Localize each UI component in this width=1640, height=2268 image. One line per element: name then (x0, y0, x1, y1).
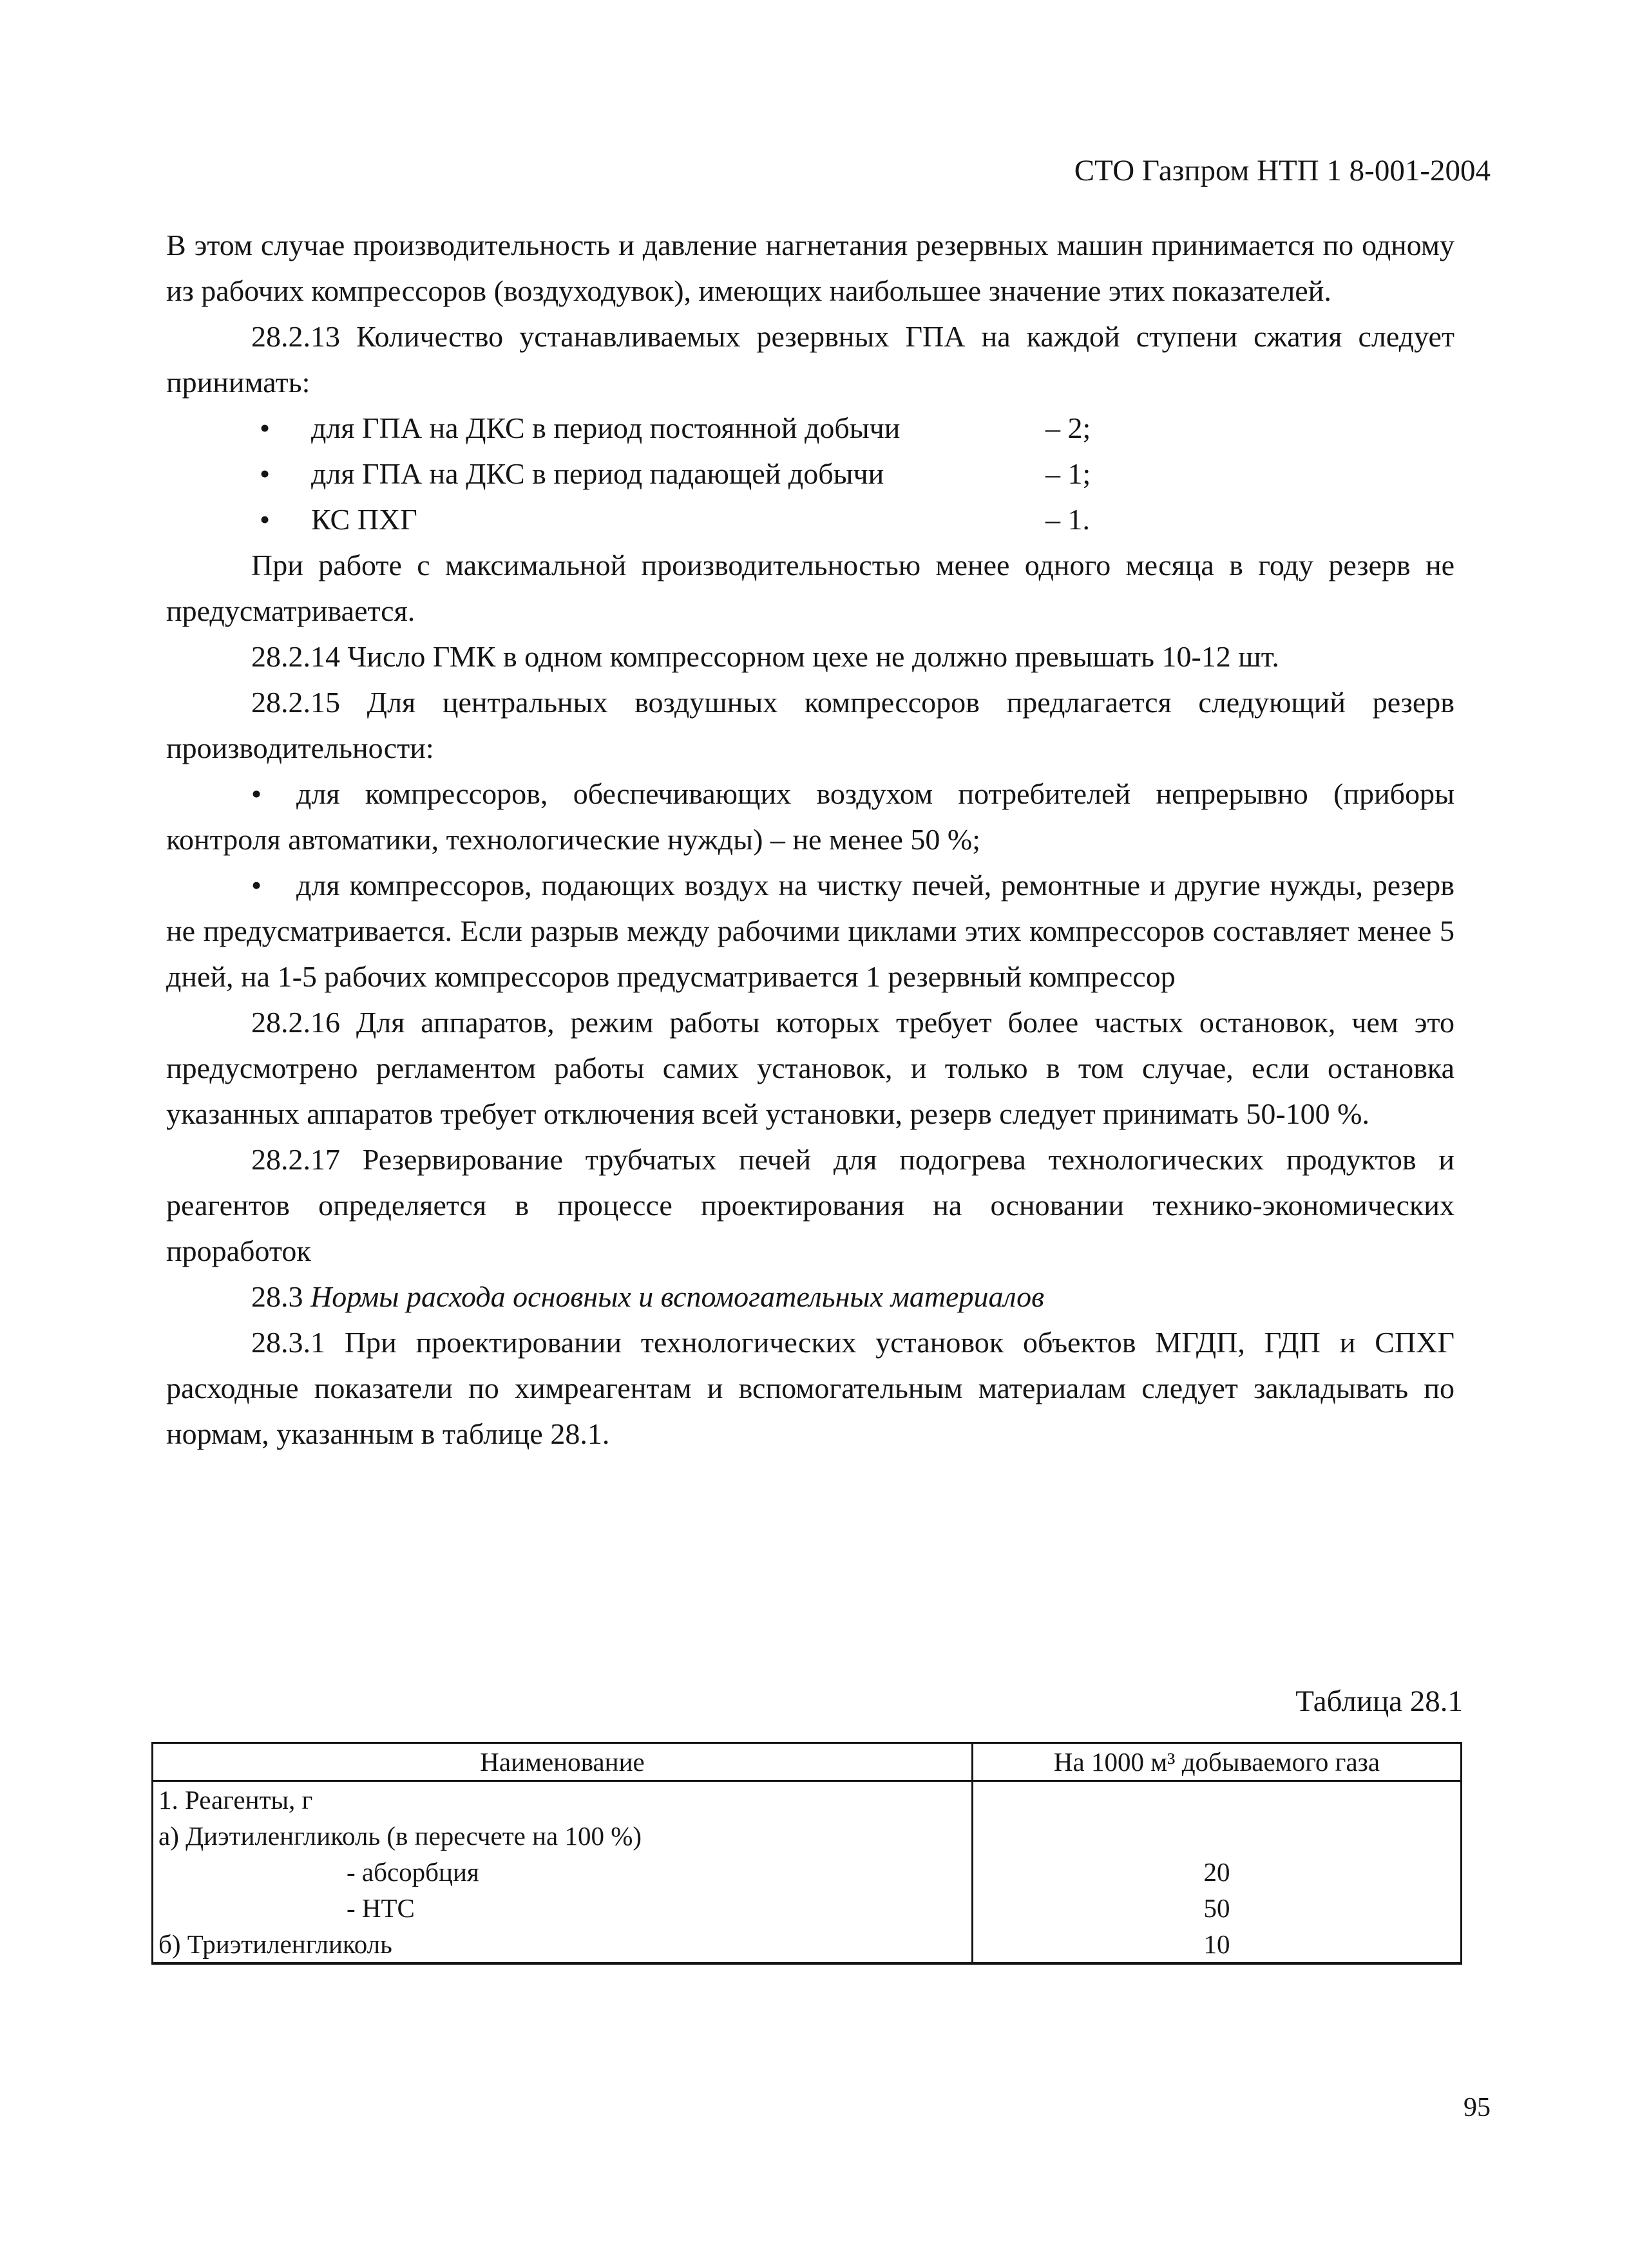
column-header-value: На 1000 м³ добываемого газа (973, 1743, 1462, 1781)
table-cell-name: б) Триэтиленгликоль (153, 1926, 973, 1963)
table-row (153, 1890, 1462, 1926)
table-cell-value: 50 (973, 1890, 1462, 1926)
section-number: 28.3 (251, 1280, 303, 1313)
list-item-label: для ГПА на ДКС в период постоянной добычи (311, 411, 901, 444)
list-item (166, 496, 1454, 542)
column-header-name: Наименование (153, 1743, 973, 1781)
norms-table (151, 1742, 1462, 1965)
paragraph: 28.3.1 При проектировании технологических установок объектов МГДП, ГДП и СПХГ расходные показатели по химреагентам и вспомогательным материалам следует закладывать по нормам, указанным в таблице 28.1. (166, 1326, 1454, 1450)
list-item-value: – 1; (1045, 457, 1091, 490)
paragraph: 28.2.17 Резервирование трубчатых печей для подогрева технологических продуктов и реагентов определяется в процессе проектирования на основании технико-экономических проработок (166, 1143, 1454, 1267)
section-heading (166, 1274, 1454, 1319)
paragraph: В этом случае производительность и давление нагнетания резервных машин принимается по одному из рабочих компрессоров (воздуходувок), имеющих наибольшее значение этих показателей. (166, 229, 1454, 307)
table-cell-value: 10 (973, 1926, 1462, 1963)
bullet-icon: • (260, 503, 271, 536)
table-row (153, 1926, 1462, 1963)
list-item (166, 451, 1454, 496)
table-cell-name: - абсорбция (153, 1854, 973, 1890)
table-cell-name: а) Диэтиленгликоль (в пересчете на 100 %) (153, 1818, 973, 1854)
body-text (166, 222, 1454, 1457)
table-cell-name: 1. Реагенты, г (153, 1781, 973, 1819)
list-item-value: – 1. (1045, 503, 1090, 536)
paragraph: 28.2.13 Количество устанавливаемых резервных ГПА на каждой ступени сжатия следует принимать: (166, 320, 1454, 399)
paragraph: При работе с максимальной производительностью менее одного месяца в году резерв не предусматривается. (166, 549, 1454, 627)
table-cell-name: - НТС (153, 1890, 973, 1926)
table-cell-value (973, 1781, 1462, 1819)
table-row (153, 1781, 1462, 1819)
bullet-icon: • (260, 457, 271, 490)
bullet-icon: • (251, 869, 262, 902)
list-item-value: – 2; (1045, 411, 1091, 444)
list-item-label: для ГПА на ДКС в период падающей добычи (311, 457, 884, 490)
bullet-paragraph-text: для компрессоров, подающих воздух на чистку печей, ремонтные и другие нужды, резерв не предусматривается. Если разрыв между рабочими циклами этих компрессоров составляет менее 5 дней, на 1-5 рабочих компрессоров предусматривается 1 резервный компрессор (166, 869, 1454, 993)
table-row (153, 1818, 1462, 1854)
paragraph: 28.2.15 Для центральных воздушных компрессоров предлагается следующий резерв производительности: (166, 686, 1454, 764)
table-row (153, 1854, 1462, 1890)
bullet-paragraph-text: для компрессоров, обеспечивающих воздухом потребителей непрерывно (приборы контроля автоматики, технологические нужды) – не менее 50 %; (166, 777, 1454, 856)
list-item-label: КС ПХГ (311, 503, 417, 536)
table-caption: Таблица 28.1 (1295, 1685, 1463, 1718)
paragraph: 28.2.14 Число ГМК в одном компрессорном цехе не должно превышать 10-12 шт. (251, 640, 1279, 673)
table-cell-value: 20 (973, 1854, 1462, 1890)
document-code: СТО Газпром НТП 1 8-001-2004 (1074, 154, 1491, 187)
bullet-paragraph (166, 862, 1454, 999)
page-number: 95 (1464, 2093, 1491, 2122)
bullet-icon: • (251, 777, 262, 810)
reserve-list (166, 405, 1454, 542)
table-header-row (153, 1743, 1462, 1781)
list-item (166, 405, 1454, 451)
bullet-paragraph (166, 771, 1454, 862)
section-title: Нормы расхода основных и вспомогательных материалов (310, 1280, 1045, 1313)
table-cell-value (973, 1818, 1462, 1854)
bullet-icon: • (260, 411, 271, 444)
paragraph: 28.2.16 Для аппаратов, режим работы которых требует более частых остановок, чем это предусмотрено регламентом работы самих установок, и только в том случае, если остановка указанных аппаратов требует отключения всей установки, резерв следует принимать 50-100 %. (166, 1006, 1454, 1130)
